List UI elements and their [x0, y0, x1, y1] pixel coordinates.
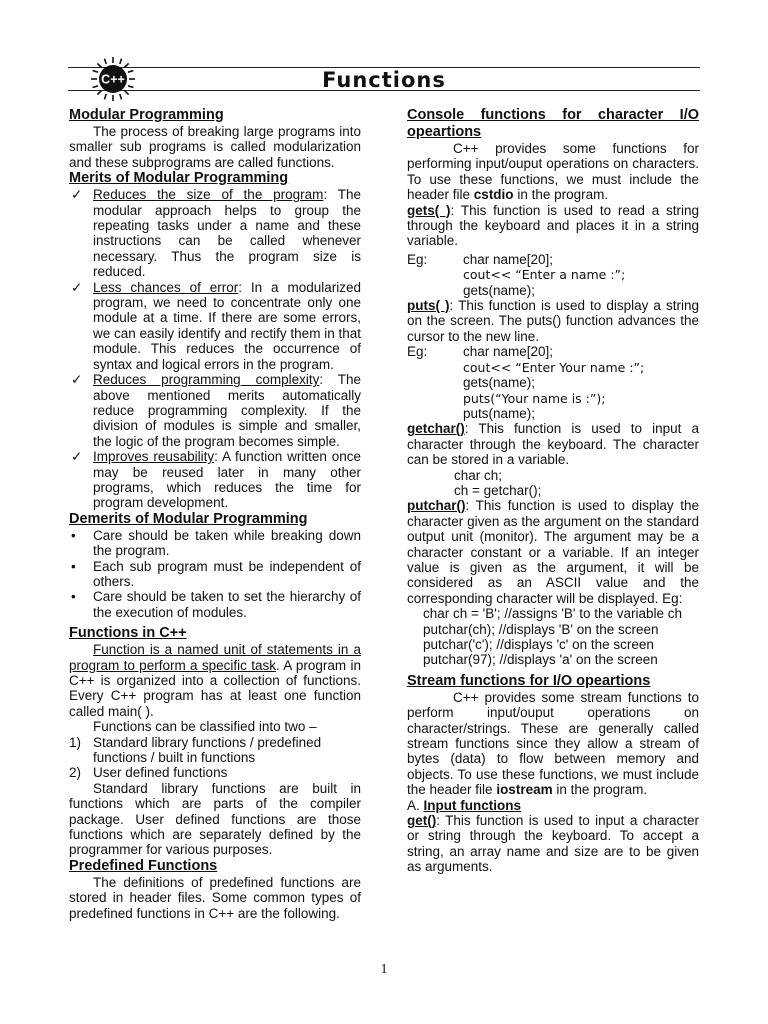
stream-text-b: in the program.	[552, 782, 648, 798]
page-title: Functions	[322, 68, 446, 92]
function-types-list	[69, 735, 361, 781]
eg-label: Eg:	[407, 251, 428, 267]
classify-text: Functions can be classified into two –	[93, 719, 317, 735]
code-line: puts(“Your name is :”);	[463, 390, 606, 406]
gets-name: gets( )	[407, 202, 451, 218]
function-type-text: Standard library functions / predefined functions / built in functions	[93, 734, 322, 766]
cstdio-keyword: cstdio	[473, 187, 514, 203]
predefined-functions-heading: Predefined Functions	[69, 857, 218, 874]
demerits-heading: Demerits of Modular Programming	[69, 510, 308, 527]
getchar-description	[407, 421, 699, 467]
code-line: char name[20];	[463, 344, 554, 360]
demerit-text: Care should be taken while breaking down the program.	[93, 527, 361, 559]
puts-name: puts( )	[407, 298, 450, 314]
list-item	[69, 372, 361, 449]
library-functions-paragraph: Standard library functions are built in functions which are parts of the compiler package. User defined functions are those functions which are separately defined by the programmer for various purposes.	[69, 780, 361, 858]
page-header	[68, 62, 700, 98]
list-item	[69, 735, 361, 766]
list-item	[69, 280, 361, 372]
merit-text: : A function written once may be reused later in many other programs, which reduces the time for program development.	[93, 449, 361, 511]
function-definition-rest: . A program in C++ is organized into a collection of functions. Every C++ program has at least one function called main( ).	[69, 657, 361, 719]
gets-example	[407, 252, 699, 267]
putchar-desc: : This function is used to display the character given as the argument on the standard output unit (monitor). The argument may be a character constant or a variable. If an integer value is given as the argument, it will be considered as an ASCII value and the corresponding character will be displayed. Eg:	[407, 498, 699, 606]
stream-functions-heading: Stream functions for I/O opeartions	[407, 672, 651, 689]
get-desc: : This function is used to input a character or string through the keyboard. To accept a string, an array name and size are to be given as arguments.	[407, 813, 699, 875]
bullet-icon: •	[71, 527, 76, 543]
get-name: get()	[407, 813, 437, 829]
sub-heading: Input functions	[423, 797, 521, 813]
list-item	[69, 765, 361, 780]
bullet-icon: •	[71, 589, 76, 605]
putchar-description	[407, 498, 699, 606]
code-line: char ch;	[454, 467, 503, 483]
demerit-text: Each sub program must be independent of others.	[93, 558, 361, 589]
merit-term: Improves reusability	[93, 449, 215, 465]
merit-term: Less chances of error	[93, 279, 239, 295]
getchar-desc: : This function is used to input a character through the keyboard. The character can be stored in a variable.	[407, 421, 699, 468]
demerits-list	[69, 528, 361, 620]
merit-text: : The modular approach helps to group the repeating tasks under a name and these instructions can be called whenever necessary. Thus the program size is reduced.	[93, 187, 361, 280]
code-line: putchar(ch); //displays 'B' on the screen	[423, 621, 659, 637]
code-line: cout<< “Enter Your name :”;	[463, 359, 645, 375]
input-functions-subheading	[407, 798, 699, 813]
merits-list	[69, 187, 361, 511]
puts-desc: : This function is used to display a string on the screen. The puts() function advances the cursor to the new line.	[407, 298, 699, 344]
list-item	[69, 589, 361, 620]
stream-functions-paragraph	[407, 690, 699, 798]
list-item	[69, 559, 361, 590]
function-type-text: User defined functions	[93, 765, 228, 781]
gets-description	[407, 203, 699, 249]
getchar-name: getchar()	[407, 421, 465, 437]
puts-example	[407, 344, 699, 359]
merit-text: : The above mentioned merits automatically reduce programming complexity. If the division of modules is simple and smaller, the logic of the program becomes simple.	[93, 372, 361, 449]
get-description	[407, 813, 699, 875]
merits-heading: Merits of Modular Programming	[69, 170, 289, 187]
code-line: putchar(97); //displays 'a' on the screen	[423, 652, 658, 668]
gets-desc: : This function is used to read a string through the keyboard and places it in a string variable.	[407, 202, 700, 249]
putchar-name: putchar()	[407, 498, 466, 514]
predefined-functions-paragraph: The definitions of predefined functions are stored in header files. Some common types of predefined functions in C++ are the following.	[69, 874, 361, 921]
check-mark-icon: ✓	[71, 187, 83, 203]
code-line: gets(name);	[463, 375, 536, 391]
function-definition-underlined: Function is a named unit of statements in a program to perform a specific task	[69, 642, 361, 673]
merit-term: Reduces programming complexity	[93, 372, 320, 388]
console-text-b: in the program.	[513, 187, 609, 203]
function-definition-paragraph	[69, 642, 361, 719]
demerit-text: Care should be taken to set the hierarchy of the execution of modules.	[93, 589, 361, 620]
code-line: char ch = 'B'; //assigns 'B' to the variable ch	[423, 606, 683, 622]
page-number: 1	[380, 962, 388, 977]
merit-text: : In a modularized program, we need to concentrate only one module at a time. If there are some errors, we can easily identify and rectify them in that module. This reduces the occurrence of syntax and logical errors in the program.	[93, 279, 361, 372]
eg-label: Eg:	[407, 344, 428, 360]
list-item	[69, 187, 361, 279]
list-number: 2)	[69, 765, 82, 781]
code-line: gets(name);	[463, 282, 536, 298]
list-number: 1)	[69, 734, 82, 750]
code-line: char name[20];	[463, 251, 554, 267]
modular-programming-paragraph: The process of breaking large programs into smaller sub programs is called modularization and these subprograms are called functions.	[69, 124, 361, 170]
modular-programming-heading: Modular Programming	[69, 107, 224, 123]
sub-prefix: A.	[407, 797, 424, 813]
check-mark-icon: ✓	[71, 449, 83, 465]
code-line: puts(name);	[463, 405, 536, 421]
bullet-icon: •	[71, 558, 76, 574]
functions-in-cpp-heading: Functions in C++	[69, 625, 187, 642]
console-text-a: C++ provides some functions for performing input/ouput operations on characters. To use these functions, we must include the header file	[407, 141, 699, 203]
left-column	[69, 107, 361, 921]
check-mark-icon: ✓	[71, 372, 83, 388]
merit-term: Reduces the size of the program	[93, 187, 324, 203]
code-line: ch = getchar();	[454, 482, 542, 498]
console-functions-paragraph	[407, 141, 699, 203]
code-line: cout<< “Enter a name :”;	[463, 267, 626, 283]
stream-text-a: C++ provides some stream functions to perform input/ouput operations on character/strings. These are generally called stream functions since they allow a stream of bytes (data) to flow between memory and objects. To use these functions, we must include the header file	[407, 689, 699, 798]
list-item	[69, 528, 361, 559]
logo-text: C++	[101, 72, 125, 87]
iostream-keyword: iostream	[496, 782, 553, 798]
check-mark-icon: ✓	[71, 279, 83, 295]
code-line: putchar('c'); //displays 'c' on the screen	[423, 637, 654, 652]
console-functions-heading: Console functions for character I/O opeartions	[407, 107, 699, 140]
list-item	[69, 449, 361, 511]
right-column	[407, 107, 699, 875]
puts-description	[407, 298, 699, 344]
